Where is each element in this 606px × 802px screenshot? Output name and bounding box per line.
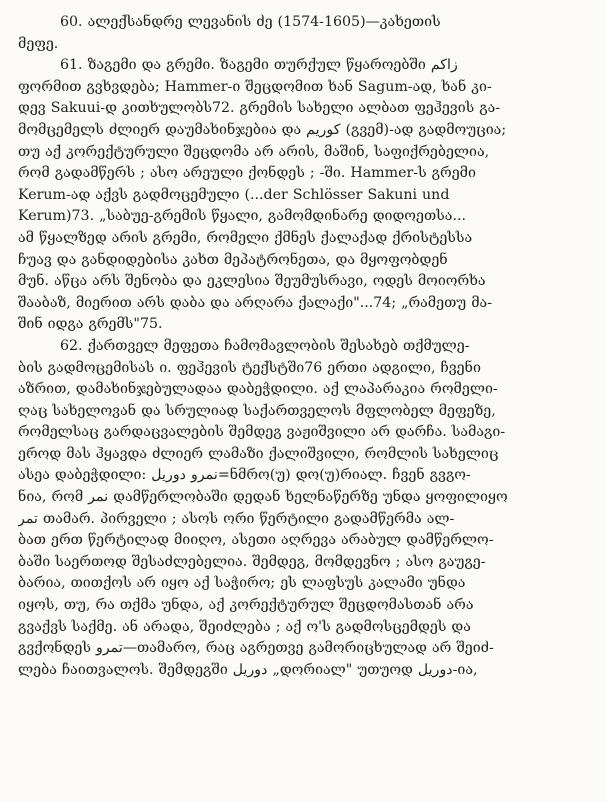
text-line: გვაქვს საქმე. ან არადა, შეიძლება ; აქ ო'ს გადმოსცემდეს და <box>18 618 471 635</box>
text-line: მომცემელს ძლიერ დაუმახინჯებია და کوریم (გვემ)-ად გადმოუცია; <box>18 121 507 138</box>
text-line: მეფე. <box>18 35 59 52</box>
text-line: აზრით, დამახინჯებულადაა დაბეჭდილი. აქ ლაპარაკია რომელი- <box>18 381 498 398</box>
text-line: გვქონდეს تمرو—თამარო, რაც აგრეთვე გამორიცხულად არ შეიძ- <box>18 640 494 657</box>
text-line: რომელსაც გარდაცვალების შემდეგ ვაჟიშვილი არ დარჩა. სამაგი- <box>18 424 506 441</box>
text-line: ბათ ერთ წერტილად მიიღო, ასეთი აღრევა არაბულ დამწერლო- <box>18 532 494 549</box>
text-line: ფორმით გვხვდება; Hammer-ი შეცდომით ხან Sagum-ად, ხან კი- <box>18 78 492 95</box>
text-line: 60. ალექსანდრე ლევანის ძე (1574-1605)—კახეთის <box>60 14 441 30</box>
text-line: ბაში საერთოდ შესაძლებელია. შემდეგ, მომდევნო ; ასო გაუგე- <box>18 553 486 570</box>
text-line: ამ წყალზედ არის გრემი, რომელი ქმნეს ქალაქად ქრისტესსა <box>18 229 473 246</box>
text-line: დევ Sakuui-დ კითხულობს72. გრემის სახელი ალბათ ფეჰევის გა- <box>18 100 501 117</box>
paragraph-62 <box>18 336 586 682</box>
text-line: ნია, რომ نمر დამწერლობაში დედან ხელნაწერზე უნდა ყოფილიყო <box>18 489 508 506</box>
text-line: Kerum-ად აქვს გადმოცემული (...der Schlösser Sakuni und <box>18 186 450 203</box>
text-line: ღაც სახელოვან და სრულიად საქართველოს მფლობელ მეფეზე, <box>18 402 496 419</box>
text-line: Kerum)73. „საბუე-გრემის წყალი, გამომდინარე დიდოეთსა... <box>18 208 466 225</box>
text-line: ბის გადმოცემისას ი. ფეჰევის ტექსტში76 ერთი ადგილი, ჩვენი <box>18 359 481 376</box>
text-line: ასეა დაბეჭდილი: نمرو دوريل=ნმრო(უ) დო(უ)რიალ. ჩვენ გვგო- <box>18 467 471 484</box>
text-line: იყოს, თუ, რა თქმა უნდა, აქ კორექტურულ შეცდომასთან არა <box>18 597 474 614</box>
text-line: თუ აქ კორექტურული შეცდომა არ არის, მაშინ, საფიქრებელია, <box>18 143 490 160</box>
text-line: ლება ჩაითვალოს. შემდეგში دوريل „დორიალ" უთუოდ دوريل-ია, <box>18 661 478 678</box>
text-line: რომ გადამწერს ; ასო არეული ქონდეს ; -ში. Hammer-ს გრემი <box>18 165 476 182</box>
text-line: ეროდ მას ჰყავდა ძლიერ ლამაზი ქალიშვილი, რომლის სახელიც <box>18 445 499 462</box>
text-line: შინ იდგა გრემს"75. <box>18 316 163 333</box>
text-line: 62. ქართველ მეფეთა ჩამომავლობის შესახებ თქმულე- <box>60 337 470 354</box>
text-line: ჩუავ და განდიდებისა კახთ მეპატრონეთა, და მყოფობდენ <box>18 251 448 268</box>
paragraph-60 <box>18 12 586 55</box>
text-line: ბარია, თითქოს არ იყო აქ საჭირო; ეს ლაფსუს კალამი უნდა <box>18 575 466 592</box>
text-line: მუნ. აწცა არს შენობა და ეკლესია შეუმუსრავი, ოდეს მოიორხა <box>18 273 486 290</box>
text-line: 61. ზაგემი და გრემი. ზაგემი თურქულ წყაროებში زاکم <box>60 57 458 74</box>
paragraph-61 <box>18 55 586 336</box>
text-line: تمر თამარ. პირველი ; ასოს ორი წერტილი გადამწერმა ალ- <box>18 510 455 527</box>
text-line: შააბაზ, მიერით არს დაბა და არღარა ქალაქი"...74; „რამეთუ მა- <box>18 294 492 311</box>
